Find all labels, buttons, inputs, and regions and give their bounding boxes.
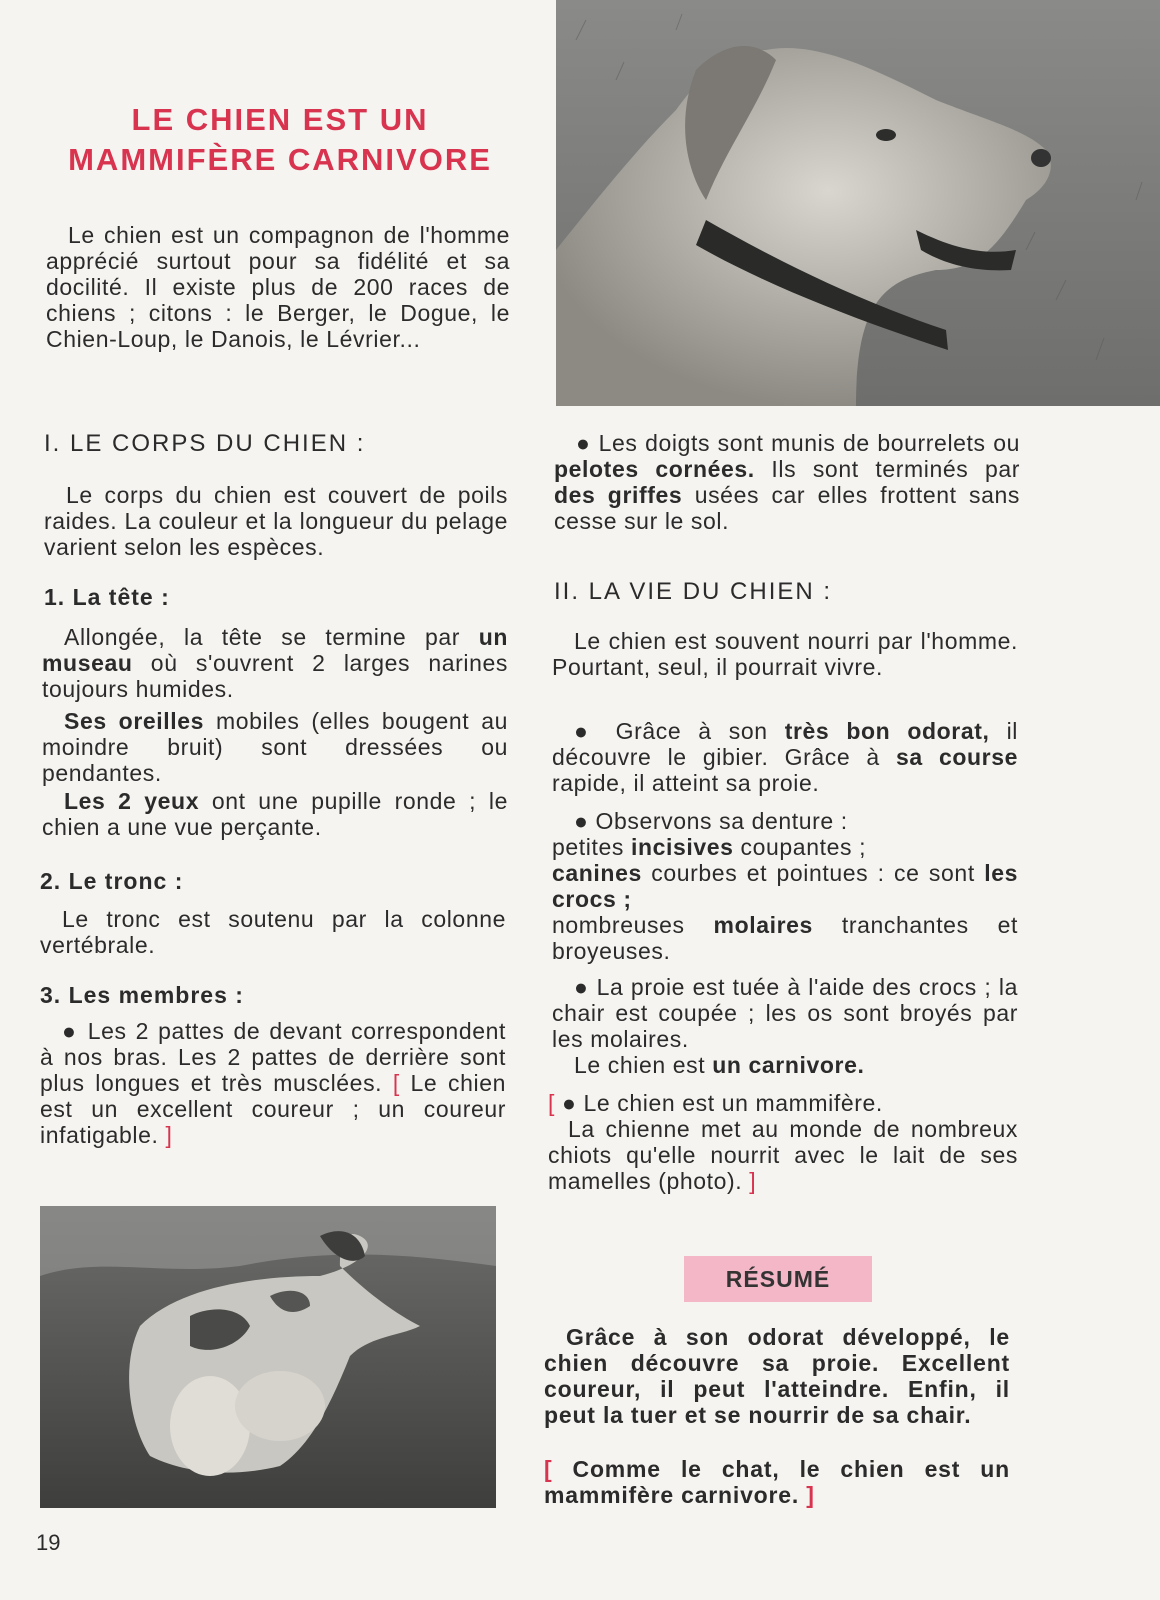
denture-molaires xyxy=(552,912,1018,964)
bracket-open-marker-2: [ xyxy=(548,1090,555,1116)
section2-p2-bold-2: sa course xyxy=(896,744,1018,770)
tete-p1-text-2: où s'ouvrent 2 larges narines toujours humides. xyxy=(42,650,508,702)
membres-p1-text: ● Les 2 pattes de devant correspondent à nos bras. Les 2 pattes de derrière sont plus longues et très musclées. xyxy=(40,1018,506,1096)
resume-text: Grâce à son odorat développé, le chien découvre sa proie. Excellent coureur, il peut l'atteindre. Enfin, il peut la tuer et se nourrir de sa chair. xyxy=(544,1324,1010,1428)
section2-p5-bold: un carnivore. xyxy=(712,1052,865,1078)
canines-text: courbes et pointues : ce sont xyxy=(641,860,985,886)
resume-last-line xyxy=(544,1456,1010,1508)
section2-paragraph-3 xyxy=(552,808,1018,964)
tete-p3-bold: Les 2 yeux xyxy=(64,788,200,814)
section2-p5-text: Le chien est xyxy=(574,1052,713,1078)
resume-bracket-open: [ xyxy=(544,1456,553,1482)
section2-paragraph-6 xyxy=(548,1090,1018,1194)
section1-intro-text: Le corps du chien est couvert de poils raides. La couleur et la longueur du pelage varient selon les espèces. xyxy=(44,482,508,560)
molaires-bold: molaires xyxy=(713,912,813,938)
membres-p2-text-3: usées car elles frottent sans cesse sur le sol. xyxy=(554,482,1020,534)
section2-p1-text: Le chien est souvent nourri par l'homme. Pourtant, seul, il pourrait vivre. xyxy=(552,628,1018,680)
membres-p2-text: ● Les doigts sont munis de bourrelets ou xyxy=(576,430,1020,456)
section2-p6-text-2: La chienne met au monde de nombreux chiots qu'elle nourrit avec le lait de ses mamelles (photo). xyxy=(548,1116,1018,1194)
title-line-1: LE CHIEN EST UN xyxy=(131,102,429,137)
resume-paragraph xyxy=(544,1324,1010,1428)
title-line-2: MAMMIFÈRE CARNIVORE xyxy=(68,142,492,177)
intro-paragraph xyxy=(46,222,510,352)
resume-last-text: Comme le chat, le chien est un mammifère carnivore. xyxy=(544,1456,1010,1508)
crocs-bold: les crocs ; xyxy=(552,860,1018,912)
section2-p2-text-2: il découvre le gibier. Grâce à xyxy=(552,718,1018,770)
tete-paragraph-2 xyxy=(42,708,508,786)
tete-p1-text: Allongée, la tête se termine par xyxy=(64,624,479,650)
section2-p6-text: ● Le chien est un mammifère. xyxy=(555,1090,883,1116)
section1-heading: I. LE CORPS DU CHIEN : xyxy=(44,430,366,457)
tete-paragraph-3 xyxy=(42,788,508,840)
intro-text: Le chien est un compagnon de l'homme apprécié surtout pour sa fidélité et sa docilité. Il existe plus de 200 races de chiens ; citons : le Berger, le Dogue, le Chien-Loup, le Danois, le Lévrier... xyxy=(46,222,510,352)
section2-p2-text: ● Grâce à son xyxy=(574,718,785,744)
canines-bold: canines xyxy=(552,860,642,886)
molaires-suffix: tranchantes et broyeuses. xyxy=(552,912,1019,964)
tete-p3-text: ont une pupille ronde ; le chien a une vue perçante. xyxy=(42,788,508,840)
membres-heading: 3. Les membres : xyxy=(40,982,244,1008)
denture-incisives xyxy=(552,834,1018,860)
membres-paragraph-2 xyxy=(554,430,1020,534)
bracket-open-marker: [ xyxy=(392,1070,400,1096)
bracket-close-marker: ] xyxy=(165,1122,173,1148)
membres-p2-bold-2: des griffes xyxy=(554,482,683,508)
page-title xyxy=(40,100,520,180)
tronc-text: Le tronc est soutenu par la colonne vertébrale. xyxy=(40,906,506,958)
membres-p2-bold: pelotes cornées. xyxy=(554,456,755,482)
section2-heading: II. LA VIE DU CHIEN : xyxy=(554,578,833,605)
section2-paragraph-5 xyxy=(552,1052,1018,1078)
resume-label: RÉSUMÉ xyxy=(684,1256,872,1302)
incisives-prefix: petites xyxy=(552,834,631,860)
dog-head-photo xyxy=(556,0,1160,406)
page-number: 19 xyxy=(36,1530,61,1555)
denture-intro: ● Observons sa denture : xyxy=(574,808,848,834)
section2-p2-text-3: rapide, il atteint sa proie. xyxy=(552,770,820,796)
resume-bracket-close: ] xyxy=(806,1482,815,1508)
membres-paragraph-1 xyxy=(40,1018,506,1148)
tronc-heading: 2. Le tronc : xyxy=(40,868,184,894)
section2-p2-bold: très bon odorat, xyxy=(784,718,990,744)
section2-p4-text: ● La proie est tuée à l'aide des crocs ; la chair est coupée ; les os sont broyés par les molaires. xyxy=(552,974,1018,1052)
molaires-prefix: nombreuses xyxy=(552,912,714,938)
section2-paragraph-4 xyxy=(552,974,1018,1052)
membres-p1-text-2: Le chien est un excellent coureur ; un coureur infatigable. xyxy=(40,1070,506,1148)
tete-heading: 1. La tête : xyxy=(44,584,170,610)
bracket-close-marker-2: ] xyxy=(749,1168,757,1194)
incisives-suffix: coupantes ; xyxy=(733,834,867,860)
tete-p1-bold: un museau xyxy=(42,624,508,676)
section2-paragraph-1 xyxy=(552,628,1018,680)
tronc-paragraph xyxy=(40,906,506,958)
tete-p2-bold: Ses oreilles xyxy=(64,708,205,734)
incisives-bold: incisives xyxy=(630,834,734,860)
section2-paragraph-2 xyxy=(552,718,1018,796)
tete-paragraph-1 xyxy=(42,624,508,702)
tete-p2-text: mobiles (elles bougent au moindre bruit) sont dressées ou pendantes. xyxy=(42,708,508,786)
mother-dog-puppies-photo xyxy=(40,1206,496,1508)
membres-p2-text-2: Ils sont terminés par xyxy=(754,456,1020,482)
denture-canines xyxy=(552,860,1018,912)
section1-intro xyxy=(44,482,508,560)
